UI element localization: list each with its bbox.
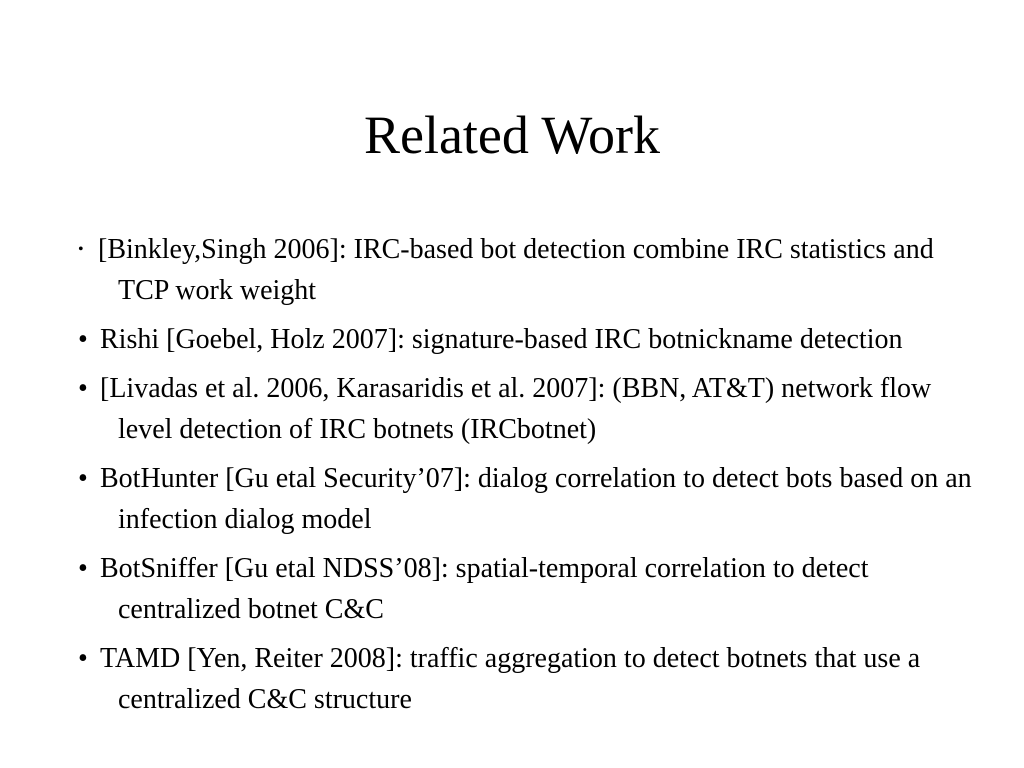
bullet-marker: • <box>78 553 88 584</box>
bullet-item <box>78 638 978 720</box>
bullet-marker: • <box>78 241 84 258</box>
bullet-text: [Livadas et al. 2006, Karasaridis et al. 2007]: (BBN, AT&T) network flow level detection of IRC botnets (IRCbotnet) <box>100 373 932 445</box>
bullet-item <box>78 229 978 311</box>
bullet-text: [Binkley,Singh 2006]: IRC-based bot detection combine IRC statistics and TCP work weight <box>98 234 934 306</box>
bullet-item <box>78 548 978 630</box>
bullet-item <box>78 368 978 450</box>
bullet-marker: • <box>78 463 88 494</box>
slide-title: Related Work <box>363 105 661 165</box>
bullet-text: TAMD [Yen, Reiter 2008]: traffic aggregation to detect botnets that use a centralized C&C structure <box>100 643 921 715</box>
bullet-item <box>78 319 978 360</box>
bullet-marker: • <box>78 643 88 674</box>
bullet-text: BotHunter [Gu etal Security’07]: dialog correlation to detect bots based on an infection dialog model <box>100 463 972 535</box>
bullet-text: BotSniffer [Gu etal NDSS’08]: spatial-temporal correlation to detect centralized botnet C&C <box>100 553 869 625</box>
bullet-list <box>78 229 978 728</box>
bullet-text: Rishi [Goebel, Holz 2007]: signature-based IRC botnickname detection <box>100 324 903 355</box>
bullet-marker: • <box>78 324 88 355</box>
bullet-marker: • <box>78 373 88 404</box>
bullet-item <box>78 458 978 540</box>
